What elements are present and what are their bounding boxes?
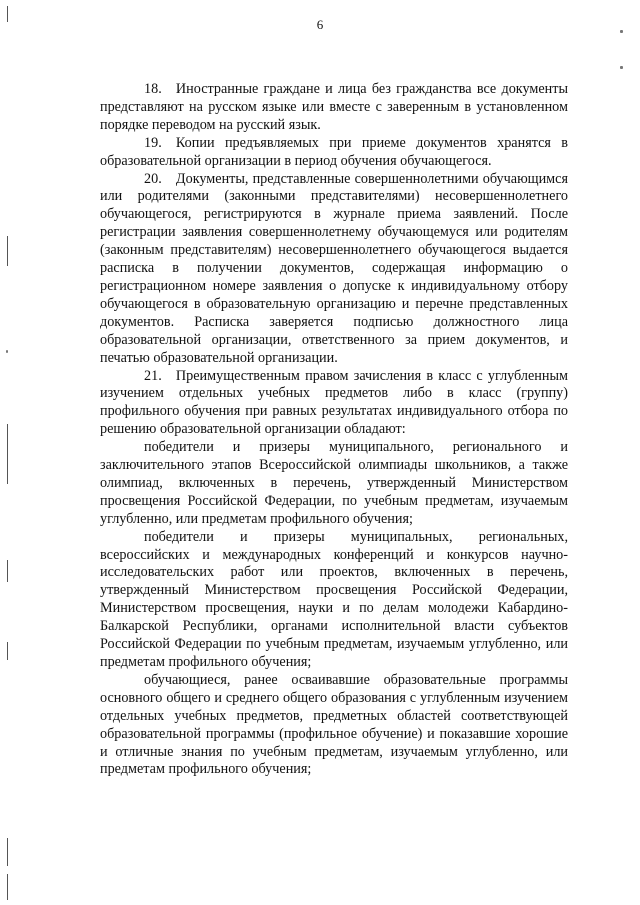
scan-edge-mark — [7, 560, 8, 582]
scan-edge-mark — [7, 6, 8, 22]
scan-edge-mark — [7, 838, 8, 866]
paragraph-18: 18. Иностранные граждане и лица без гражданства все документы представляют на русском языке или вместе с заверенным в установленном порядке переводом на русский язык. — [100, 81, 568, 133]
paragraph-20: 20. Документы, представленные совершеннолетними обучающимся или родителями (законными представителями) несовершеннолетнего обучающегося, регистрируются в журнале приема заявлений. После регистрации заявления совершеннолетнему обучающемуся или родителям (законным представителям) несовершеннолетнего обучающегося выдается расписка в получении документов, содержащая информацию о регистрационном номере заявления о допуске к индивидуальному отбору обучающегося в образовательную организацию и перечне представленных документов. Расписка заверяется подписью должностного лица образовательной организации, ответственного за прием документов, и печатью образовательной организации. — [100, 170, 568, 366]
scan-edge-dot — [6, 350, 8, 353]
list-item-conference-winners: победители и призеры муниципальных, региональных, всероссийских и международных конференций и конкурсов научно-исследовательских работ или проектов, включенных в перечень, утвержденный Министерством просвещения Российской Федерации, Министерством просвещения, науки и по делам молодежи Кабардино-Балкарской Республики, органами исполнительной власти субъектов Российской Федерации по учебным предметам, изучаемым углубленно, или предметам профильного обучения; — [100, 528, 568, 670]
scan-edge-dot — [620, 66, 623, 69]
paragraph-19: 19. Копии предъявляемых при приеме документов хранятся в образовательной организации в период обучения обучающегося. — [100, 134, 568, 169]
scan-edge-dot — [620, 30, 623, 33]
document-body — [100, 81, 568, 779]
scan-edge-mark — [7, 236, 8, 266]
page-number: 6 — [316, 17, 324, 32]
scan-edge-mark — [7, 642, 8, 660]
list-item-olympiad-winners: победители и призеры муниципального, регионального и заключительного этапов Всероссийской олимпиады школьников, а также олимпиад, включенных в перечень, утвержденный Министерством просвещения Российской Федерации, по учебным предметам, изучаемым углубленно, или предметам профильного обучения; — [100, 439, 568, 527]
scan-edge-mark — [7, 424, 8, 484]
scan-edge-mark — [7, 874, 8, 900]
list-item-former-students: обучающиеся, ранее осваивавшие образовательные программы основного общего и среднего общего образования с углубленным изучением отдельных учебных предметов, предметных областей соответствующей образовательной программы (профильное обучение) и показавшие хорошие и отличные знания по учебным предметам, изучаемым углубленно, или предметам профильного обучения; — [100, 671, 568, 778]
paragraph-21: 21. Преимущественным правом зачисления в класс с углубленным изучением отдельных учебных предметов либо в класс (группу) профильного обучения при равных результатах индивидуального отбора по решению образовательной организации обладают: — [100, 367, 568, 438]
